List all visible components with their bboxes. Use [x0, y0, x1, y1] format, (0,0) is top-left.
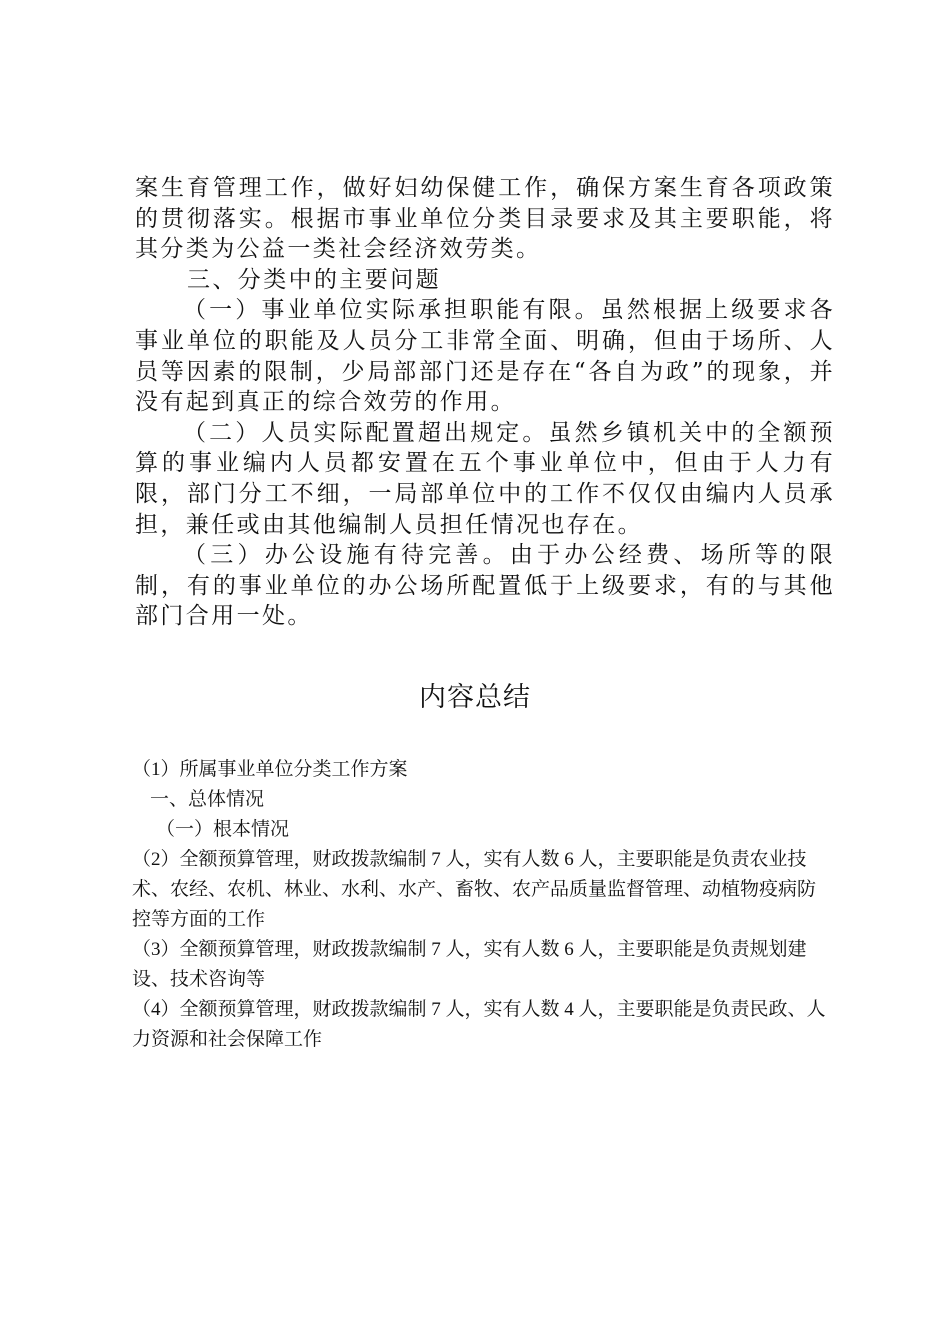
- problem-item-2: （二）人员实际配置超出规定。虽然乡镇机关中的全额预算的事业编内人员都安置在五个事业单位中，但由于人力有限，部门分工不细，一局部单位中的工作不仅仅由编内人员承担，兼任或由其他编制人员担任情况也存在。: [135, 419, 835, 538]
- problem-item-3: （三）办公设施有待完善。由于办公经费、场所等的限制，有的事业单位的办公场所配置低于上级要求，有的与其他部门合用一处。: [135, 542, 835, 630]
- summary-list: [132, 755, 832, 1055]
- paragraph-continuation: 案生育管理工作，做好妇幼保健工作，确保方案生育各项政策的贯彻落实。根据市事业单位分类目录要求及其主要职能，将其分类为公益一类社会经济效劳类。: [135, 175, 835, 263]
- summary-item-1: （1）所属事业单位分类工作方案: [132, 759, 408, 780]
- summary-title: 内容总结: [419, 682, 531, 713]
- summary-item-1-sub-a: 一、总体情况: [150, 789, 265, 810]
- summary-item-1-sub-b: （一）根本情况: [156, 819, 290, 840]
- section-heading-3: 三、分类中的主要问题: [187, 266, 441, 293]
- problem-item-1: （一）事业单位实际承担职能有限。虽然根据上级要求各事业单位的职能及人员分工非常全面、明确，但由于场所、人员等因素的限制，少局部部门还是存在“各自为政”的现象，并没有起到真正的综合效劳的作用。: [135, 297, 835, 416]
- summary-item-4: （4）全额预算管理，财政拨款编制 7 人，实有人数 4 人，主要职能是负责民政、人力资源和社会保障工作: [132, 999, 826, 1050]
- body-text: [135, 173, 835, 632]
- summary-item-3: （3）全额预算管理，财政拨款编制 7 人，实有人数 6 人，主要职能是负责规划建设、技术咨询等: [132, 939, 807, 990]
- summary-item-2: （2）全额预算管理，财政拨款编制 7 人，实有人数 6 人，主要职能是负责农业技术、农经、农机、林业、水利、水产、畜牧、农产品质量监督管理、动植物疫病防控等方面的工作: [132, 849, 817, 930]
